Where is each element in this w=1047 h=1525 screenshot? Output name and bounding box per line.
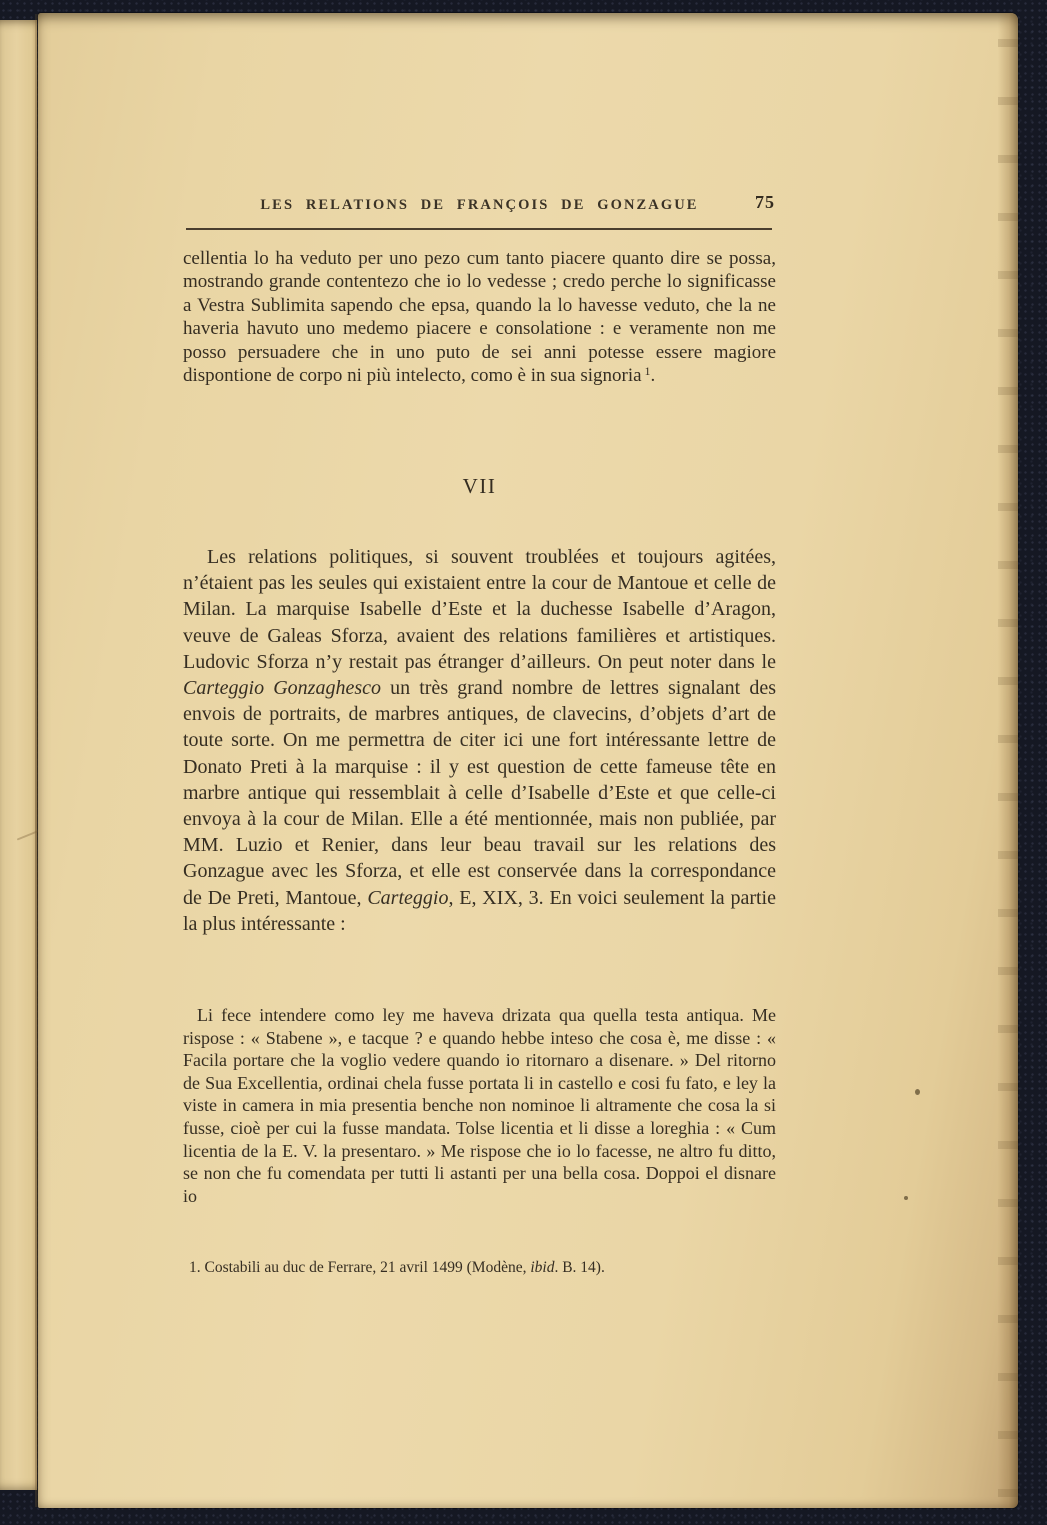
page-content [183, 13, 776, 1508]
paragraph-main [183, 544, 776, 937]
main-text-run: Les relations politiques, si souvent troublées et toujours agitées, n’étaient pas les seules qui existaient entre la cour de Mantoue et celle de Milan. La marquise Isabelle d’Este et la duchesse Isabelle d’Aragon, veuve de Galeas Sforza, avaient des relations familières et artistiques. Ludovic Sforza n’y restait pas étranger d’ailleurs. On peut noter dans le [183, 546, 776, 673]
main-text-run: , E, XIX, 3. En voici seulement la partie la plus intéressante : [183, 886, 776, 935]
book-page [38, 13, 1018, 1508]
page-deckle-edge [998, 13, 1018, 1508]
running-header-title: LES RELATIONS DE FRANÇOIS DE GONZAGUE [260, 197, 699, 213]
paper-speck [904, 1196, 908, 1200]
page-number: 75 [755, 192, 775, 212]
header-rule [186, 228, 772, 230]
letter-continuation-text: cellentia lo ha veduto per uno pezo cum tanto piacere quanto dire se possa, mostrando grande contentezo che io lo vedesse ; credo perche lo significasse a Vestra Sublimita sapendo che epsa, quando la lo havesse veduto, che la ne haveria havuto uno medemo piacere e consolatione : e veramente non me posso persuadere che in uno puto de sei anni potesse essere magiore dispontione de corpo ni più intelecto, como è in sua signoria [183, 248, 776, 387]
paper-speck [915, 1089, 920, 1095]
footnote-number: 1. [189, 1259, 201, 1276]
italic-work-title: Carteggio [367, 886, 449, 909]
footnote-text-run: Costabili au duc de Ferrare, 21 avril 1499 (Modène, [200, 1259, 531, 1276]
footnote [183, 1258, 776, 1278]
main-text-run: un très grand nombre de lettres signalant des envois de portraits, de marbres antiques, de clavecins, d’objets d’art de toute sorte. On me permettra de citer ici une fort intéressante lettre de Donato Preti à la marquise : il y est question de cette fameuse tête en marbre antique qui ressemblait à celle d’Isabelle d’Este et que celle-ci envoya à la cour de Milan. Elle a été mentionnée, mais non publiée, par MM. Luzio et Renier, dans leur beau travail sur les relations des Gonzague avec les Sforza, et elle est conservée dans la correspondance de De Preti, Mantoue, [183, 677, 776, 909]
sentence-period: . [650, 365, 656, 387]
quoted-letter: Li fece intendere como ley me haveva drizata qua quella testa antiqua. Me rispose : « Stabene », e tacque ? e quando hebbe inteso che cosa è, me disse : « Facila portare che la voglio vedere quando io ritornaro a disenare. » Del ritorno de Sua Excellentia, ordinai chela fusse portata li in castello e cosi fu fato, e ley la viste in camera in mia presentia benche non nominoe li altramente che cosa la si fusse, cioè per cui la fusse mandata. Tolse licentia et li disse a loreghia : « Cum licentia de la E. V. la presentaro. » Me rispose che io lo facesse, ne altro fu ditto, se non che fu comendata per tutti li astanti per una bella cosa. Doppoi el disnare io [183, 1005, 776, 1206]
facing-page-edge [0, 20, 37, 1490]
paragraph-letter-continuation [183, 247, 776, 387]
running-header [183, 192, 776, 214]
section-heading: VII [462, 474, 497, 498]
italic-work-title: Carteggio Gonzaghesco [183, 677, 381, 700]
footnote-reference: 1 [644, 364, 651, 379]
footnote-italic-ibid: ibid [530, 1259, 555, 1276]
footnote-text-run: . B. 14). [554, 1259, 605, 1276]
